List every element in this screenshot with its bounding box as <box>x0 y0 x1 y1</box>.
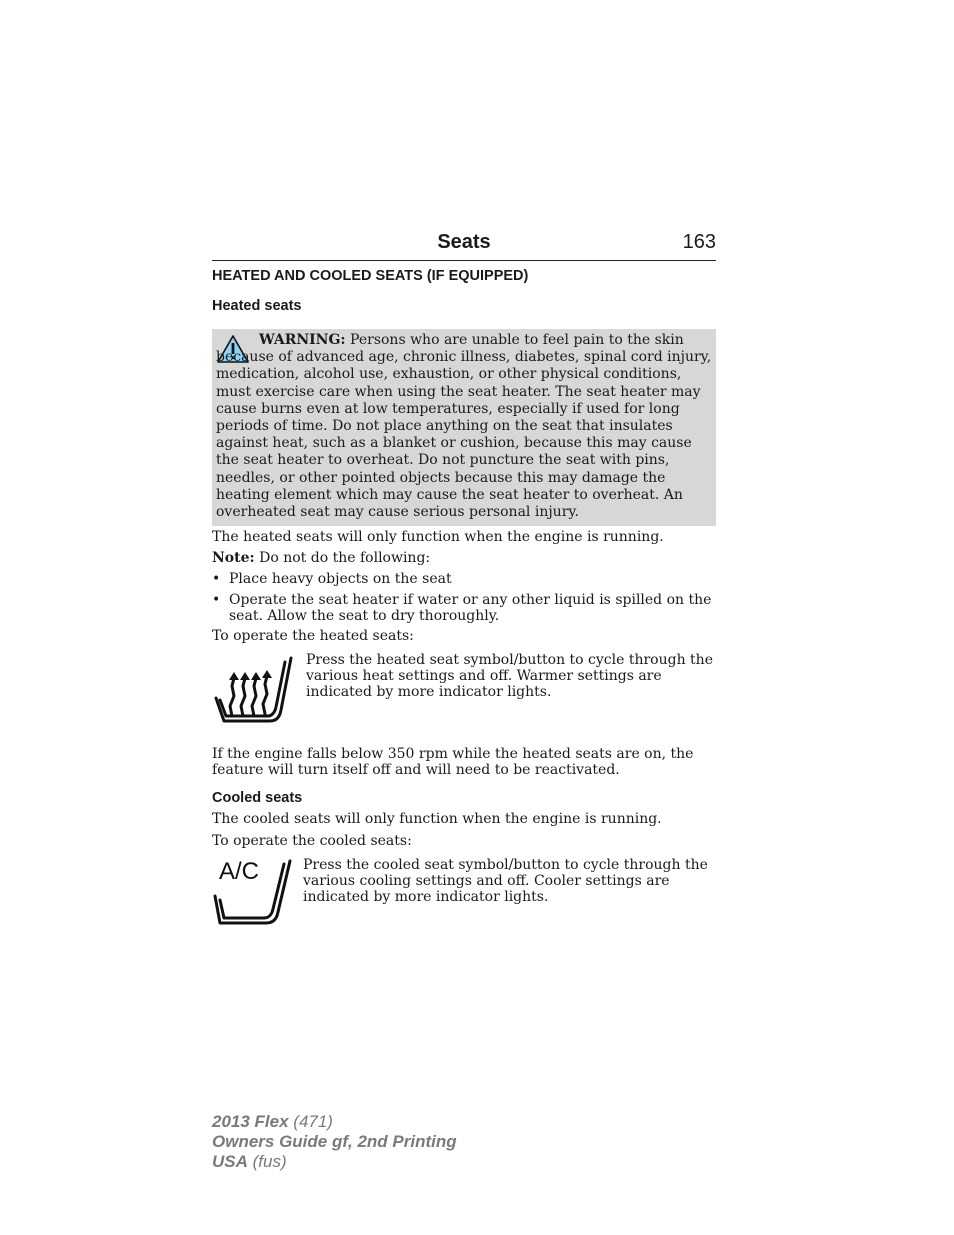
footer-market: USA <box>212 1152 248 1171</box>
note-paragraph <box>212 551 716 567</box>
footer-line-market <box>212 1152 457 1172</box>
footer-model: 2013 Flex <box>212 1112 289 1131</box>
warning-text <box>216 332 712 521</box>
rpm-note: If the engine falls below 350 rpm while the heated seats are on, the feature will turn itself off and will need to be reactivated. <box>212 746 694 778</box>
page-number: 163 <box>682 231 716 253</box>
warning-label: WARNING: <box>259 332 346 348</box>
footer-guide: Owners Guide gf, 2nd Printing <box>212 1132 457 1151</box>
section-heading: HEATED AND COOLED SEATS (IF EQUIPPED) <box>212 268 529 284</box>
note-text: Do not do the following: <box>254 550 431 566</box>
bullet-dot: • <box>212 571 221 587</box>
cooled-engine-note: The cooled seats will only function when the engine is running. <box>212 811 662 827</box>
footer-market-code: (fus) <box>247 1152 287 1171</box>
footer-line-guide <box>212 1132 457 1152</box>
footer-model-code: (471) <box>288 1112 333 1131</box>
ac-icon-label: A/C <box>219 858 260 885</box>
cooled-seat-icon <box>212 856 294 928</box>
warning-box <box>212 329 716 526</box>
note-label: Note: <box>212 550 255 566</box>
footer-line-model <box>212 1112 457 1132</box>
section-title: Seats <box>437 231 491 253</box>
heated-instruction: Press the heated seat symbol/button to cycle through the various heat settings and off. Warmer settings are indicated by more indicator lights. <box>306 652 713 700</box>
warning-body: Persons who are unable to feel pain to the skin because of advanced age, chronic illness, diabetes, spinal cord injury, medication, alcohol use, exhaustion, or other physical conditions, must exercise care when using the seat heater. The seat heater may cause burns even at low temperatures, especially if used for long periods of time. Do not place anything on the seat that insulates against heat, such as a blanket or cushion, because this may cause the seat heater to overheat. Do not puncture the seat with pins, needles, or other pointed objects because this may damage the heating element which may cause the seat heater to overheat. An overheated seat may cause serious personal injury. <box>216 332 712 521</box>
heated-seat-icon <box>214 652 294 728</box>
seat-outline-icon <box>212 856 294 928</box>
heated-operate-intro: To operate the heated seats: <box>212 628 414 644</box>
list-item-text: Place heavy objects on the seat <box>229 571 452 587</box>
heated-engine-note: The heated seats will only function when the engine is running. <box>212 529 664 545</box>
cooled-instruction: Press the cooled seat symbol/button to cycle through the various cooling settings and off. Cooler settings are indicated by more indicator lights. <box>303 857 708 905</box>
heated-seats-heading: Heated seats <box>212 298 302 314</box>
list-item-text: Operate the seat heater if water or any other liquid is spilled on the seat. Allow the seat to dry thoroughly. <box>229 592 712 624</box>
cooled-seats-heading: Cooled seats <box>212 790 303 806</box>
page-header <box>212 230 716 261</box>
bullet-dot: • <box>212 592 221 608</box>
cooled-operate-intro: To operate the cooled seats: <box>212 833 412 849</box>
page-footer <box>212 1112 457 1172</box>
